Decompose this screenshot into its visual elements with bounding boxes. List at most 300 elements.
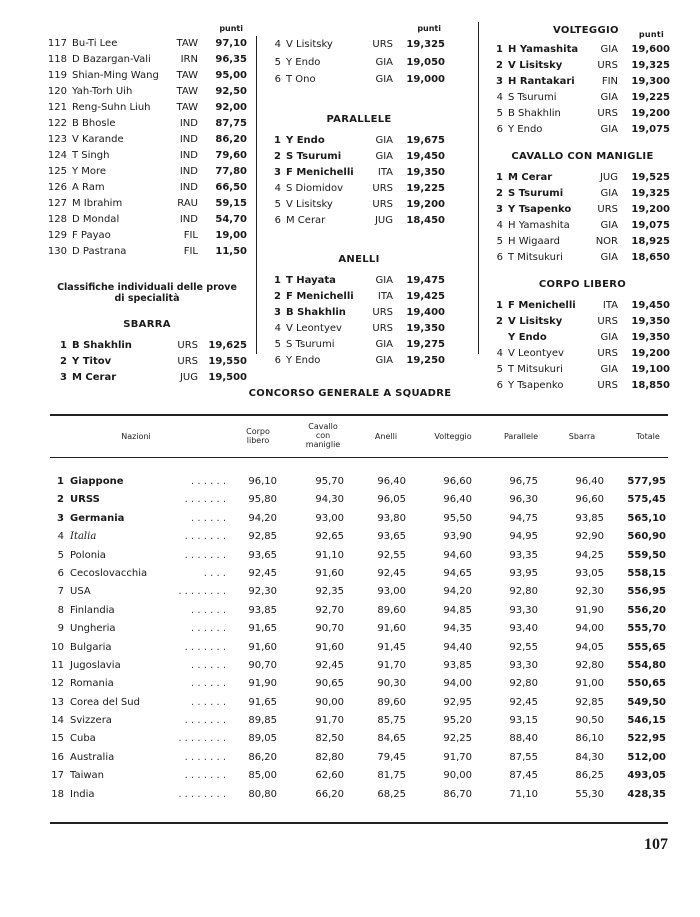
rank-cell: 3 [496,204,503,215]
athlete-name: Reng-Suhn Liuh [72,102,151,113]
result-row [273,149,445,165]
volteggio-cell: 90,00 [443,770,472,782]
score-cell: 19,00 [215,230,247,241]
score-cell: 19,100 [631,364,670,375]
cavallo-cell: 91,60 [315,567,344,579]
anelli-cell: 89,60 [377,696,406,708]
totale-cell: 554,80 [627,659,666,671]
country-code: GIA [600,188,618,199]
section-title-volteggio: VOLTEGGIO punti [495,22,670,40]
athlete-name: Y Endo [286,354,321,366]
sbarra-cell: 92,90 [575,531,604,543]
cavallo-cell: 90,65 [315,678,344,690]
athlete-name: H Wigaard [508,236,561,247]
cavallo-cell: 66,20 [315,788,344,800]
score-cell: 19,250 [406,354,445,366]
score-cell: 19,200 [631,204,670,215]
volteggio-cell: 92,25 [443,733,472,745]
rank-cell: 6 [274,354,281,366]
dot-leader: . . . . . . [191,623,226,635]
anelli-cell: 91,45 [377,641,406,653]
athlete-name: D Mondal [72,214,120,225]
corpo-cell: 85,00 [248,770,277,782]
rank-cell: 124 [47,150,67,161]
rank-cell: 4 [274,39,281,50]
country-code: GIA [600,252,618,263]
athlete-name: S Tsurumi [286,150,342,162]
page-number: 107 [644,836,668,853]
athlete-name: F Menichelli [286,290,354,302]
anelli-cell: 92,55 [377,549,406,561]
athlete-name: V Lisitsky [286,39,333,50]
athlete-name: S Tsurumi [508,92,557,103]
dot-leader: . . . . . . . [184,770,226,782]
result-row [273,197,445,213]
score-cell: 19,350 [406,166,445,178]
cavallo-cell: 91,60 [315,641,344,653]
country-code: GIA [375,74,393,85]
athlete-name: Yah-Torh Uih [72,86,133,97]
sbarra-results-list [47,338,247,386]
corpo-cell: 94,20 [248,512,277,524]
parallele-cell: 96,30 [509,494,538,506]
parallele-cell: 93,95 [509,567,538,579]
totale-cell: 560,90 [627,531,666,543]
rank-cell: 1 [274,134,281,146]
rank-cell: 118 [47,54,67,65]
athlete-name: M Ibrahim [72,198,123,209]
anelli-cell: 79,45 [377,751,406,763]
dot-leader: . . . . [203,567,226,579]
rank-cell: 5 [274,198,281,210]
corpo-cell: 92,45 [248,567,277,579]
totale-cell: 493,05 [627,770,666,782]
rank-cell: 2 [57,494,64,506]
table-row [50,730,668,748]
result-row [273,54,445,72]
rank-cell: 2 [274,290,281,302]
volteggio-results-list [495,42,670,138]
column-individual-allround-continued [47,22,247,386]
country-code: NOR [595,236,618,247]
rank-cell: 1 [60,340,67,351]
cavallo-cell: 82,50 [315,733,344,745]
sbarra-cell: 92,80 [575,659,604,671]
dot-leader: . . . . . . [191,476,226,487]
score-cell: 19,450 [406,150,445,162]
athlete-name: D Pastrana [72,246,127,257]
rank-cell: 6 [496,380,503,391]
parallele-cell: 87,55 [509,751,538,763]
result-row [47,354,247,370]
result-row [273,353,445,369]
totale-cell: 558,15 [627,567,666,579]
rank-cell: 6 [274,74,281,85]
rank-cell: 12 [51,678,64,690]
rank-cell: 4 [274,322,281,334]
score-cell: 19,325 [631,188,670,199]
athlete-name: T Hayata [286,274,336,286]
rank-cell: 128 [47,214,67,225]
dot-leader: . . . . . . . [184,751,226,763]
parallele-cell: 71,10 [509,788,538,800]
score-cell: 19,050 [406,56,445,68]
parallele-cell: 94,75 [509,512,538,524]
anelli-cell: 91,60 [377,623,406,635]
rank-cell: 14 [51,715,64,727]
corpo-cell: 86,20 [248,751,277,763]
anelli-cell: 91,70 [377,659,406,671]
country-code: GIA [375,274,393,286]
header-cavallo-con-maniglie: Cavallo con maniglie [305,422,341,449]
rank-cell: 1 [57,476,64,487]
rank-cell [495,330,508,346]
totale-cell: 577,95 [627,476,666,487]
rank-cell: 5 [274,56,281,68]
table-row [50,510,668,528]
corpo-cell: 93,65 [248,549,277,561]
anelli-cell: 85,75 [377,715,406,727]
table-row [50,694,668,712]
volteggio-cell: 94,40 [443,641,472,653]
header-volteggio: Volteggio [434,432,472,441]
nation-name: India [70,788,95,800]
nation-name: Cuba [70,733,96,745]
header-anelli: Anelli [374,432,398,441]
athlete-name: Y Endo [508,332,547,343]
rank-cell: 13 [51,696,64,708]
sbarra-cell: 96,40 [575,476,604,487]
country-code: URS [372,39,393,50]
score-cell: 19,350 [406,322,445,334]
country-code: URS [372,182,393,194]
parallele-cell: 93,40 [509,623,538,635]
volteggio-cell: 95,20 [443,715,472,727]
country-code: IND [179,214,198,225]
athlete-name: Bu-Ti Lee [72,38,118,49]
score-cell: 19,675 [406,134,445,146]
team-results-table [50,473,668,804]
cavallo-cell: 92,35 [315,586,344,598]
result-row [273,305,445,321]
country-code: TAW [176,38,198,49]
rank-cell: 121 [47,102,67,113]
rank-cell: 3 [496,76,503,87]
rank-cell: 9 [57,623,64,635]
column-sbarra-parallele-anelli [273,22,445,369]
section-title-anelli: ANELLI [338,253,380,265]
result-row [47,36,247,52]
anelli-cell: 93,65 [377,531,406,543]
athlete-name: V Lisitsky [508,60,563,71]
section-title-cavallo-con-maniglie: CAVALLO CON MANIGLIE [511,151,654,162]
result-row [495,234,670,250]
country-code: GIA [600,364,618,375]
result-row [495,186,670,202]
rank-cell: 4 [496,220,503,231]
sbarra-cell: 91,90 [575,604,604,616]
table-row [50,712,668,730]
result-row [47,52,247,68]
volteggio-cell: 96,60 [443,476,472,487]
totale-cell: 559,50 [627,549,666,561]
athlete-name: M Cerar [286,214,326,226]
corpo-cell: 95,80 [248,494,277,506]
anelli-cell: 93,00 [377,586,406,598]
corpo-cell: 91,65 [248,623,277,635]
cavallo-cell: 94,30 [315,494,344,506]
header-corpo-libero: Corpo libero [246,427,270,445]
cavallo-results-list [495,170,670,266]
country-code: TAW [176,70,198,81]
parallele-results-list [273,133,445,229]
rank-cell: 1 [496,300,503,311]
score-cell: 19,225 [631,92,670,103]
result-row [47,228,247,244]
corpo-cell: 91,65 [248,696,277,708]
score-cell: 95,00 [215,70,247,81]
score-cell: 54,70 [215,214,247,225]
volteggio-cell: 86,70 [443,788,472,800]
cavallo-cell: 92,65 [315,531,344,543]
country-code: GIA [375,134,393,146]
dot-leader: . . . . . . [191,604,226,616]
rank-cell: 5 [496,108,503,119]
result-row [495,250,670,266]
totale-cell: 555,65 [627,641,666,653]
table-top-rule [50,414,668,416]
volteggio-cell: 94,65 [443,567,472,579]
result-row [273,213,445,229]
anelli-cell: 92,45 [377,567,406,579]
rank-cell: 1 [496,172,503,183]
score-cell: 18,450 [406,214,445,226]
nation-name: Giappone [70,476,124,487]
country-code: URS [372,198,393,210]
score-cell: 19,000 [406,74,445,85]
country-code: IND [179,134,198,145]
cavallo-cell: 62,60 [315,770,344,782]
score-cell: 18,850 [631,380,670,391]
athlete-name: Y Endo [286,134,325,146]
score-cell: 19,500 [208,372,247,383]
athlete-name: V Lisitsky [286,198,333,210]
dot-leader: . . . . . . . . [178,788,226,800]
section-title-parallele: PARALLELE [326,113,392,125]
athlete-name: T Ono [286,74,316,85]
volteggio-cell: 94,00 [443,678,472,690]
anelli-cell: 90,30 [377,678,406,690]
result-row [495,218,670,234]
athlete-name: B Bhosle [72,118,116,129]
column-divider [478,22,479,354]
score-cell: 19,475 [406,274,445,286]
score-cell: 19,075 [631,220,670,231]
result-row [273,133,445,149]
athlete-name: F Payao [72,230,111,241]
sbarra-cell: 93,05 [575,567,604,579]
rank-cell: 11 [51,659,64,671]
country-code: ITA [602,300,618,311]
athlete-name: S Tsurumi [286,338,335,350]
rank-cell: 2 [496,60,503,71]
dot-leader: . . . . . . . [184,641,226,653]
anelli-cell: 96,40 [377,476,406,487]
corpo-cell: 96,10 [248,476,277,487]
sbarra-cell: 94,00 [575,623,604,635]
sbarra-cell: 94,25 [575,549,604,561]
rank-cell: 6 [57,567,64,579]
nation-name: Polonia [70,549,106,561]
dot-leader: . . . . . . . . [178,733,226,745]
nation-name: Germania [70,512,125,524]
result-row [495,362,670,378]
nation-name: Ungheria [70,623,116,635]
rank-cell: 5 [274,338,281,350]
parallele-cell: 94,95 [509,531,538,543]
country-code: URS [372,306,393,318]
country-code: URS [177,340,198,351]
country-code: JUG [179,372,198,383]
country-code: IND [179,150,198,161]
result-row [495,346,670,362]
totale-cell: 575,45 [627,494,666,506]
table-row [50,620,668,638]
country-code: TAW [176,86,198,97]
rank-cell: 127 [47,198,67,209]
result-row [495,106,670,122]
score-cell: 19,200 [631,108,670,119]
cavallo-cell: 91,70 [315,715,344,727]
totale-cell: 522,95 [627,733,666,745]
parallele-cell: 92,80 [509,678,538,690]
parallele-cell: 92,55 [509,641,538,653]
country-code: IND [179,118,198,129]
totale-cell: 565,10 [627,512,666,524]
corpo-cell: 89,05 [248,733,277,745]
specialty-rankings-heading: Classifiche individuali delle prove di specialità [57,282,237,304]
volteggio-cell: 96,40 [443,494,472,506]
anelli-cell: 68,25 [377,788,406,800]
cavallo-cell: 91,10 [315,549,344,561]
cavallo-cell: 93,00 [315,512,344,524]
anelli-cell: 96,05 [377,494,406,506]
rank-cell: 15 [51,733,64,745]
corpo-cell: 89,85 [248,715,277,727]
table-row [50,657,668,675]
score-cell: 19,200 [631,348,670,359]
punti-header: punti [638,30,664,39]
result-row [495,122,670,138]
result-row [495,330,670,346]
athlete-name: Y Tsapenko [508,380,564,391]
country-code: URS [597,204,618,215]
dot-leader: . . . . . . . . [178,586,226,598]
totale-cell: 512,00 [627,751,666,763]
score-cell: 18,925 [631,236,670,247]
dot-leader: . . . . . . . [184,531,226,543]
country-code: ITA [377,290,393,302]
country-code: URS [177,356,198,367]
rank-cell: 5 [57,549,64,561]
score-cell: 19,525 [631,172,670,183]
country-code: FIN [601,76,618,87]
table-row [50,491,668,509]
sbarra-cell: 90,50 [575,715,604,727]
parallele-cell: 93,30 [509,604,538,616]
athlete-name: H Yamashita [508,44,579,55]
sbarra-cell: 92,85 [575,696,604,708]
athlete-name: V Karande [72,134,124,145]
result-row [47,164,247,180]
volteggio-cell: 93,85 [443,659,472,671]
rank-cell: 2 [496,316,503,327]
totale-cell: 555,70 [627,623,666,635]
rank-cell: 4 [57,531,64,543]
rank-cell: 119 [47,70,67,81]
volteggio-cell: 92,95 [443,696,472,708]
cavallo-cell: 95,70 [315,476,344,487]
dot-leader: . . . . . . . [184,715,226,727]
table-row [50,602,668,620]
nation-name: Taiwan [70,770,105,782]
volteggio-cell: 93,90 [443,531,472,543]
score-cell: 97,10 [215,38,247,49]
result-row [47,100,247,116]
rank-cell: 3 [274,306,281,318]
nation-name: Cecoslovacchia [70,567,148,579]
section-title-sbarra: SBARRA [123,319,171,330]
country-code: GIA [375,56,393,68]
dot-leader: . . . . . . . [184,549,226,561]
athlete-name: B Shakhlin [72,340,132,351]
nation-name: Svizzera [70,715,112,727]
result-row [495,58,670,74]
team-table-header [50,420,668,454]
result-row [495,42,670,58]
table-row [50,767,668,785]
score-cell: 19,550 [208,356,247,367]
dot-leader: . . . . . . [191,512,226,524]
score-cell: 92,00 [215,102,247,113]
column-divider [256,36,257,354]
result-row [273,36,445,54]
rank-cell: 4 [496,348,503,359]
rank-cell: 4 [496,92,503,103]
totale-cell: 556,20 [627,604,666,616]
anelli-cell: 81,75 [377,770,406,782]
athlete-name: F Menichelli [286,166,354,178]
country-code: JUG [374,214,393,226]
nation-name: Finlandia [70,604,115,616]
athlete-name: M Cerar [508,172,553,183]
rank-cell: 6 [496,252,503,263]
score-cell: 19,425 [406,290,445,302]
athlete-name: A Ram [72,182,105,193]
table-header-rule [50,457,668,458]
nation-name: Jugoslavia [70,659,121,671]
parallele-cell: 88,40 [509,733,538,745]
country-code: RAU [177,198,198,209]
result-row [495,74,670,90]
country-code: URS [597,348,618,359]
column-volteggio-cavallo-corpo [495,22,670,394]
table-row [50,565,668,583]
result-row [47,196,247,212]
rank-cell: 7 [57,586,64,598]
corpo-cell: 91,90 [248,678,277,690]
score-cell: 96,35 [215,54,247,65]
